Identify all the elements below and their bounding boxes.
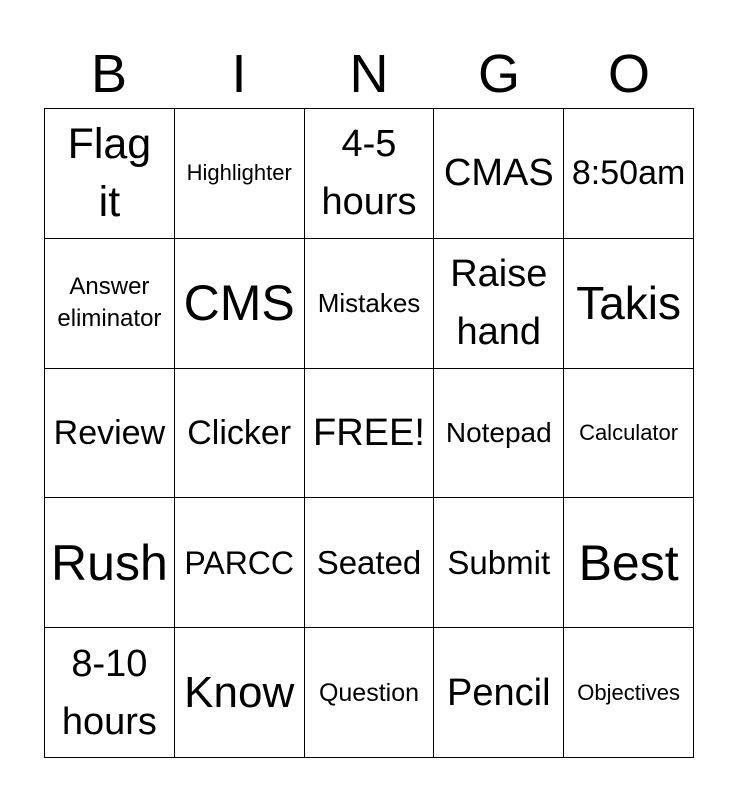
bingo-grid: [44, 108, 694, 758]
bingo-cell-text: Raise hand: [450, 253, 548, 354]
bingo-header: [44, 40, 694, 108]
bingo-cell-r4c4[interactable]: [434, 498, 564, 628]
header-letter-i: I: [231, 44, 247, 104]
header-letter-b: B: [90, 44, 128, 104]
bingo-cell-text: Best: [578, 534, 679, 591]
bingo-cell-text: Notepad: [445, 416, 552, 448]
bingo-cell-text: Know: [184, 667, 295, 717]
bingo-cell-r2c4[interactable]: [434, 239, 564, 369]
bingo-cell-text: Mistakes: [317, 288, 421, 319]
header-letter-n: N: [349, 44, 389, 104]
bingo-cell-text: PARCC: [184, 544, 295, 581]
bingo-cell-r3c1[interactable]: [45, 369, 175, 499]
bingo-cell-text: Rush: [51, 534, 168, 591]
bingo-cell-r3c5[interactable]: [564, 369, 694, 499]
bingo-cell-text: Takis: [576, 277, 681, 330]
bingo-cell-r5c5[interactable]: [564, 628, 694, 758]
bingo-cell-text: Submit: [447, 543, 551, 581]
bingo-cell-text: Highlighter: [186, 160, 292, 186]
bingo-cell-r5c2[interactable]: [175, 628, 305, 758]
bingo-cell-text: CMAS: [443, 152, 554, 195]
bingo-cell-text: Seated: [316, 543, 422, 581]
bingo-cell-text: 4-5 hours: [321, 123, 417, 224]
bingo-cell-r5c1[interactable]: [45, 628, 175, 758]
bingo-cell-r4c2[interactable]: [175, 498, 305, 628]
bingo-cell-text: 8:50am: [571, 154, 686, 193]
bingo-cell-r2c5[interactable]: [564, 239, 694, 369]
bingo-cell-r4c5[interactable]: [564, 498, 694, 628]
bingo-cell-r1c3[interactable]: [305, 109, 435, 239]
bingo-cell-r2c2[interactable]: [175, 239, 305, 369]
bingo-cell-r1c2[interactable]: [175, 109, 305, 239]
header-letter-g: G: [477, 44, 520, 104]
bingo-cell-text: FREE!: [313, 411, 425, 454]
bingo-cell-text: Calculator: [579, 419, 679, 445]
bingo-cell-text: Objectives: [577, 679, 680, 705]
bingo-cell-r5c3[interactable]: [305, 628, 435, 758]
bingo-cell-r5c4[interactable]: [434, 628, 564, 758]
bingo-cell-text: Answer eliminator: [57, 273, 162, 333]
bingo-cell-text: Pencil: [447, 671, 551, 714]
bingo-cell-r1c5[interactable]: [564, 109, 694, 239]
header-letter-o: O: [607, 44, 650, 104]
bingo-cell-text: Question: [318, 678, 420, 707]
bingo-cell-r3c2[interactable]: [175, 369, 305, 499]
bingo-cell-text: Clicker: [187, 413, 292, 452]
bingo-cell-r4c3[interactable]: [305, 498, 435, 628]
bingo-cell-text: Review: [53, 413, 166, 452]
bingo-cell-r3c3[interactable]: [305, 369, 435, 499]
bingo-cell-text: Flag it: [67, 120, 152, 227]
bingo-cell-text: CMS: [183, 275, 295, 332]
bingo-cell-r1c4[interactable]: [434, 109, 564, 239]
bingo-cell-r3c4[interactable]: [434, 369, 564, 499]
bingo-cell-r4c1[interactable]: [45, 498, 175, 628]
bingo-cell-r2c1[interactable]: [45, 239, 175, 369]
bingo-cell-r1c1[interactable]: [45, 109, 175, 239]
bingo-cell-r2c3[interactable]: [305, 239, 435, 369]
bingo-cell-text: 8-10 hours: [61, 642, 157, 743]
